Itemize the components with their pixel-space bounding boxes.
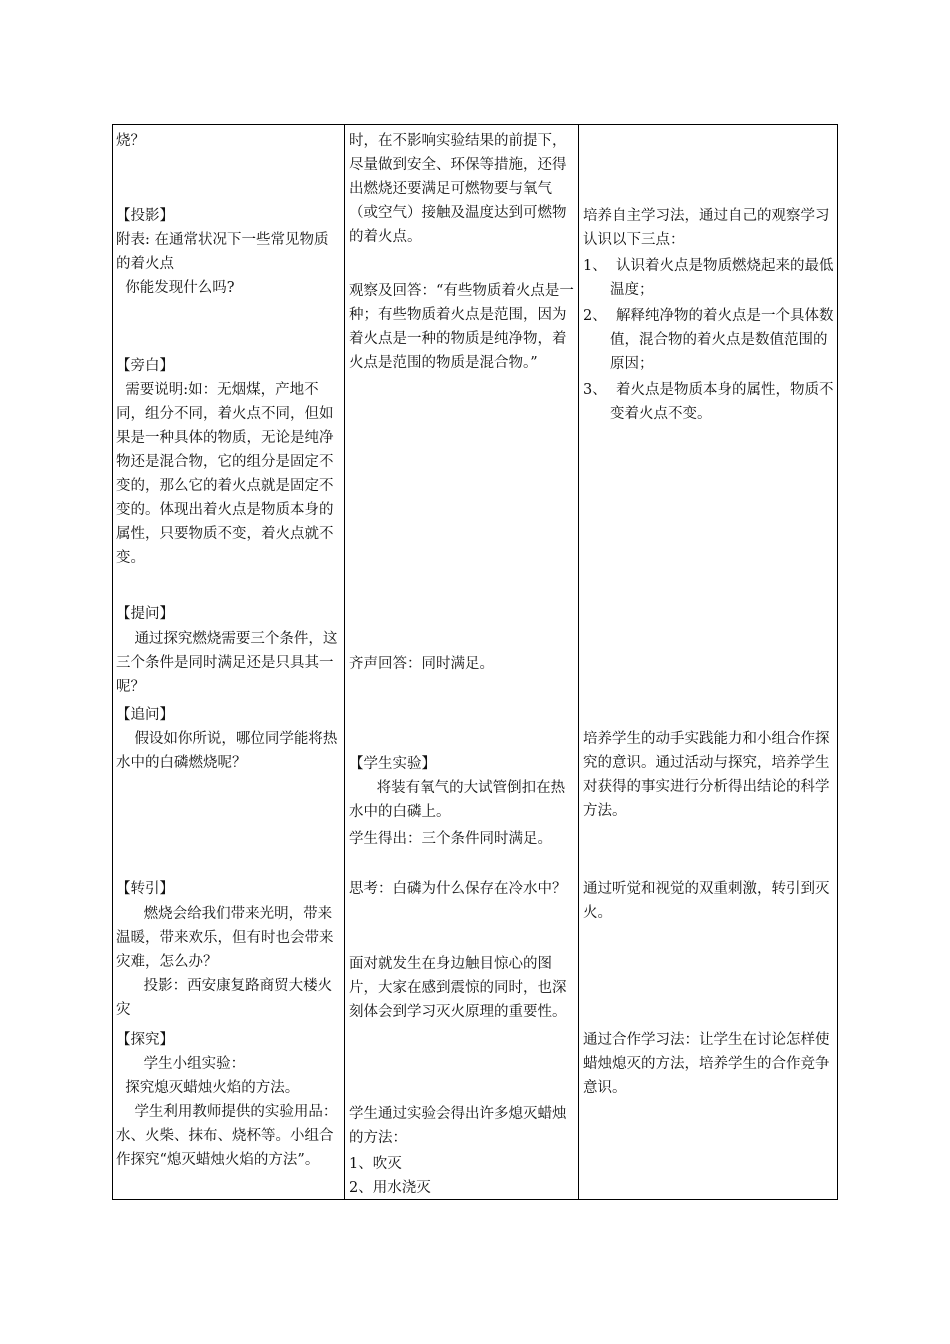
student-result: 学生得出：三个条件同时满足。 — [349, 831, 552, 847]
point-item: 3、 着火点是物质本身的属性，物质不变着火点不变。 — [583, 382, 834, 422]
think-question: 思考：白磷为什么保存在冷水中？ — [349, 881, 567, 897]
heading-aside: 【旁白】 — [116, 358, 174, 374]
column-divider — [578, 125, 579, 1199]
explore-text: 学生小组实验： 探究熄灭蜡烛火焰的方法。 学生利用教师提供的实验用品：水、火柴、抹布、烧杯等。小组合作探究“熄灭蜡烛火焰的方法”。 — [116, 1056, 338, 1168]
point-item: 2、 解释纯净物的着火点是一个具体数值，混合物的着火点是数值范围的原因； — [583, 308, 834, 372]
heading-followup: 【追问】 — [116, 707, 174, 723]
projection-text: 附表: 在通常状况下一些常见物质的着火点 你能发现什么吗? — [116, 232, 329, 296]
extinguish-methods-intro: 学生通过实验会得出许多熄灭蜡烛的方法： — [349, 1106, 567, 1146]
experiment-conclusion: 时，在不影响实验结果的前提下，尽量做到安全、环保等措施，还得出燃烧还要满足可燃物要与氧气（或空气）接触及温度达到可燃物的着火点。 — [349, 133, 567, 245]
question-text: 通过探究燃烧需要三个条件，这三个条件是同时满足还是只具其一呢？ — [116, 631, 338, 695]
heading-projection: 【投影】 — [116, 208, 174, 224]
followup-text: 假设如你所说，哪位同学能将热水中的白磷燃烧呢？ — [116, 731, 338, 771]
heading-question: 【提问】 — [116, 606, 174, 622]
teacher-activity-column — [113, 125, 344, 1199]
observation-answer: 观察及回答：“有些物质着火点是一种；有些物质着火点是范围，因为着火点是一种的物质是纯净物，着火点是范围的物质是混合物。” — [349, 283, 574, 371]
hands-on-goal: 培养学生的动手实践能力和小组合作探究的意识。通过活动与探究，培养学生对获得的事实进行分析得出结论的科学方法。 — [583, 731, 830, 819]
lesson-table — [112, 124, 838, 1200]
method-item: 1、吹灭 — [349, 1156, 402, 1172]
point-item: 1、 认识着火点是物质燃烧起来的最低温度； — [583, 258, 834, 298]
question-continuation: 烧？ — [116, 133, 145, 149]
transition-goal: 通过听觉和视觉的双重刺激，转引到灭火。 — [583, 881, 830, 921]
picture-reflection: 面对就发生在身边触目惊心的图片，大家在感到震惊的同时，也深刻体会到学习灭火原理的重要性。 — [349, 956, 567, 1020]
heading-transition: 【转引】 — [116, 881, 174, 897]
chorus-answer: 齐声回答：同时满足。 — [349, 656, 494, 672]
aside-text: 需要说明:如：无烟煤，产地不同，组分不同，着火点不同，但如果是一种具体的物质，无论是纯净物还是混合物，它的组分是固定不变的，那么它的着火点就是固定不变的。体现出着火点是物质本身的属性，只要物质不变，着火点就不变。 — [116, 382, 334, 566]
method-item: 2、用水浇灭 — [349, 1180, 431, 1196]
design-intent-column — [580, 125, 837, 1199]
transition-text: 燃烧会给我们带来光明，带来温暖，带来欢乐，但有时也会带来灾难，怎么办？ 投影：西安康复路商贸大楼火灾 — [116, 906, 334, 1018]
student-experiment-text: 将装有氧气的大试管倒扣在热水中的白磷上。 — [349, 780, 566, 820]
student-activity-column — [346, 125, 578, 1199]
self-study-intro: 培养自主学习法，通过自己的观察学习认识以下三点： — [583, 208, 830, 248]
cooperation-goal: 通过合作学习法：让学生在讨论怎样使蜡烛熄灭的方法，培养学生的合作竞争意识。 — [583, 1032, 830, 1096]
heading-student-experiment: 【学生实验】 — [349, 756, 436, 772]
column-divider — [344, 125, 345, 1199]
heading-explore: 【探究】 — [116, 1032, 174, 1048]
